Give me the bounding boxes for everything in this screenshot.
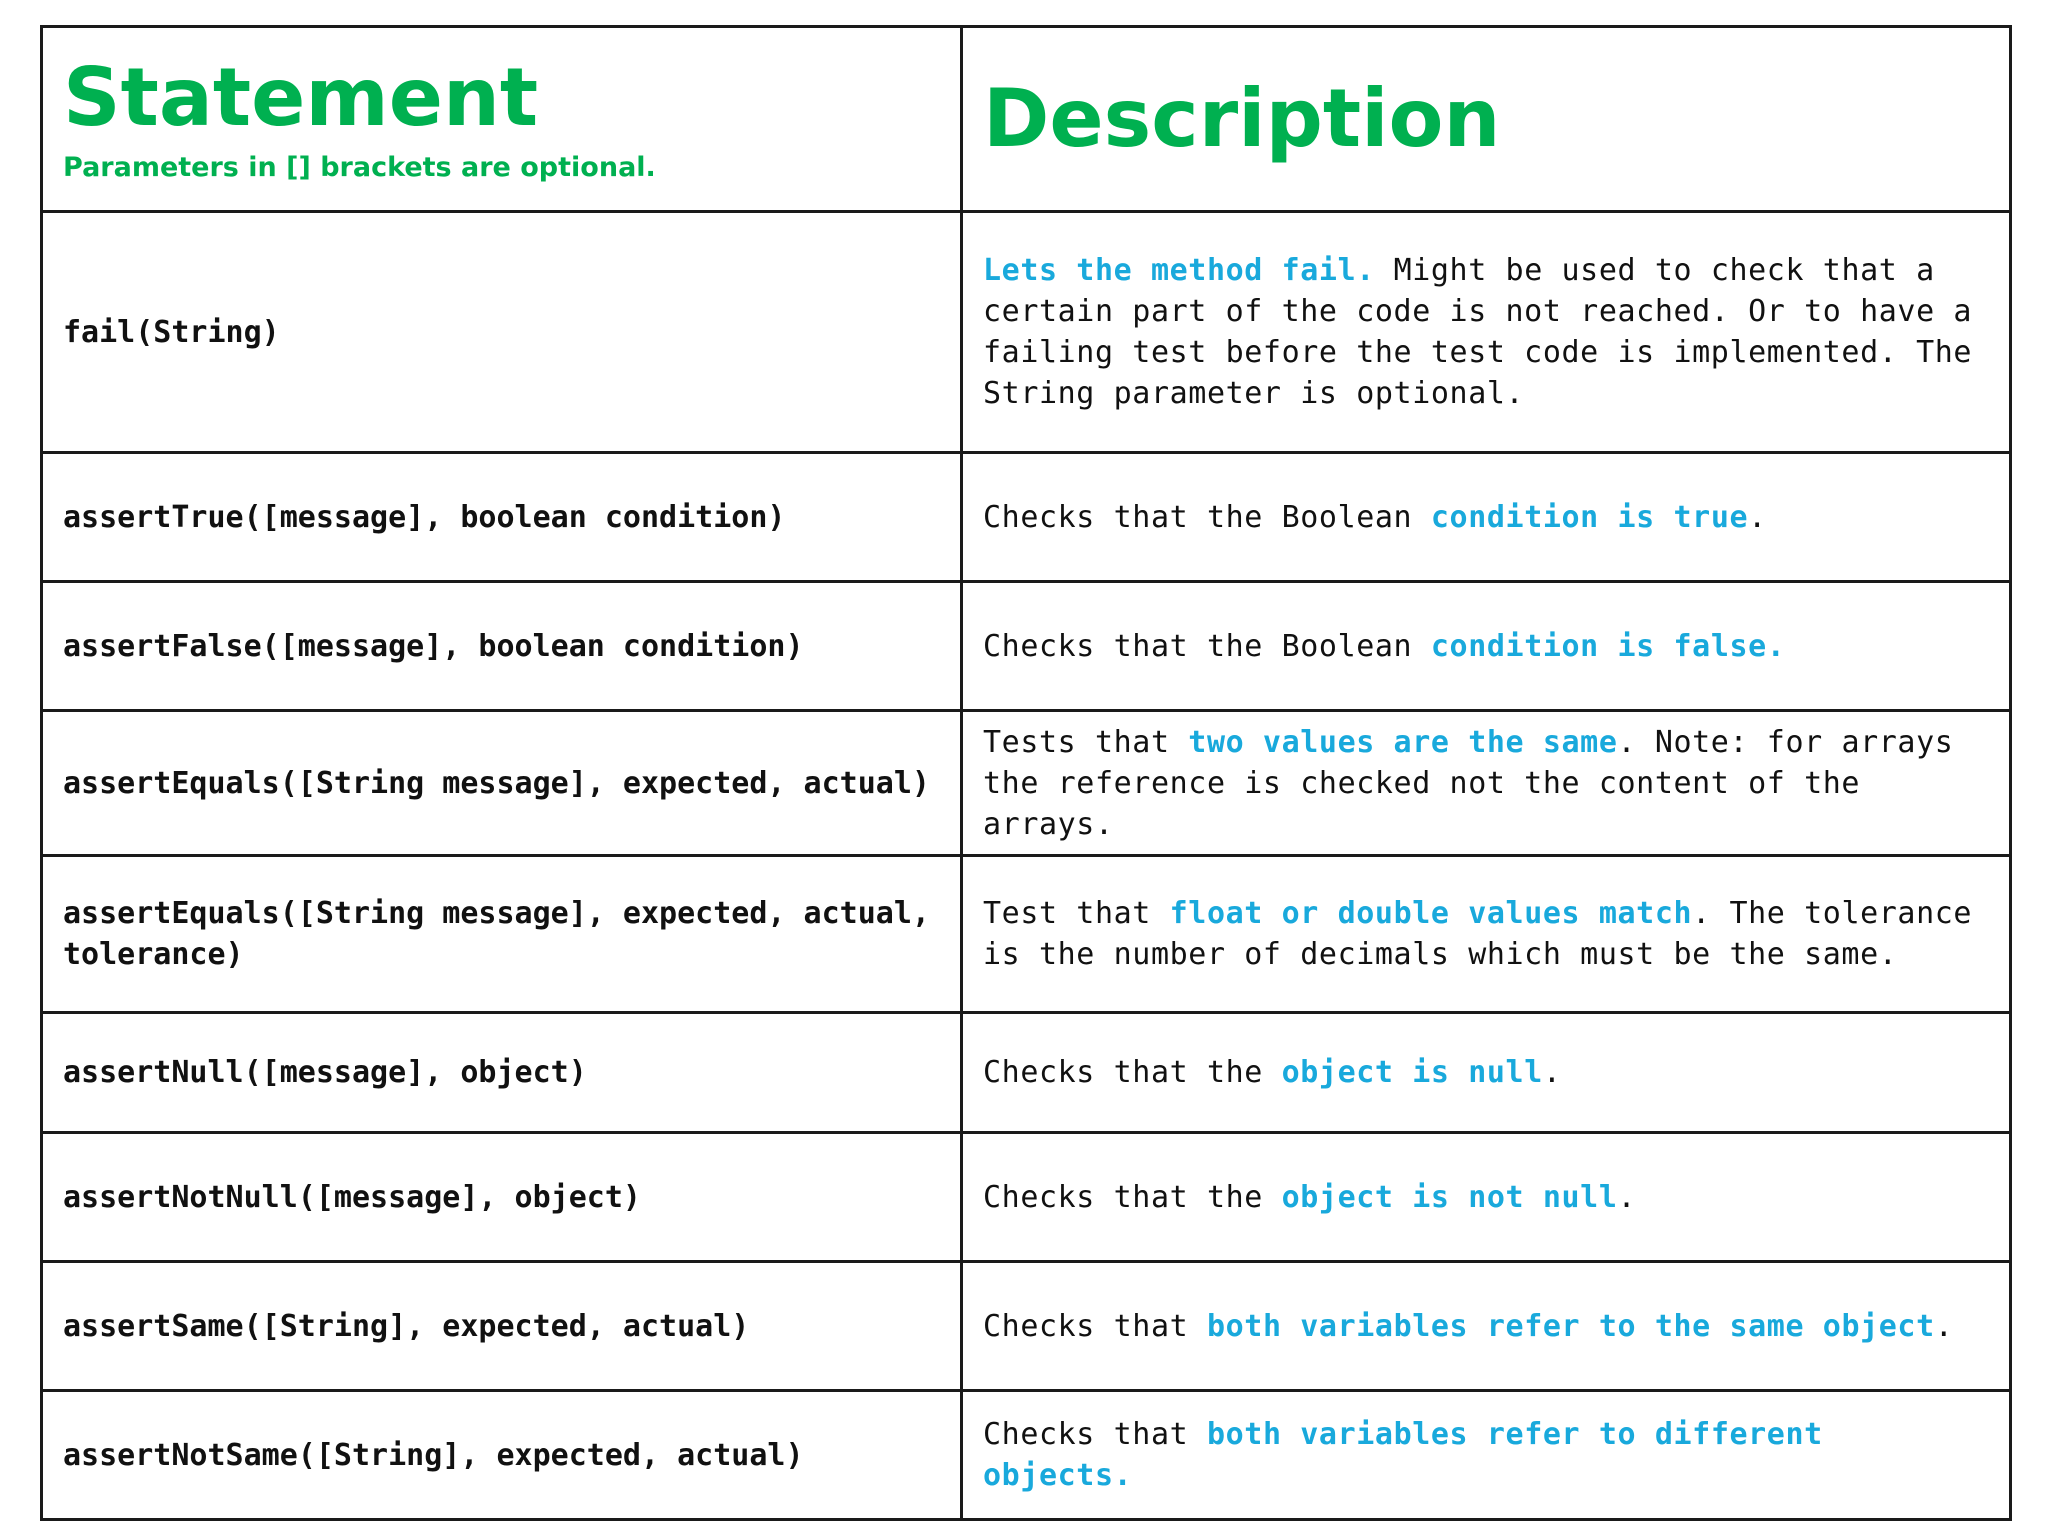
description-cell xyxy=(962,582,2011,711)
assert-reference-document xyxy=(40,25,2009,1521)
description-phrase: . The tolerance is the number of decimals which must be the same. xyxy=(983,896,1973,972)
statement-cell xyxy=(42,1391,962,1520)
highlighted-phrase: Lets the method fail. xyxy=(983,253,1375,288)
highlighted-phrase: object is null xyxy=(1281,1055,1543,1090)
description-cell xyxy=(962,711,2011,856)
description-phrase: Checks that the Boolean xyxy=(983,499,1431,535)
optional-parameters-note: Parameters in [] brackets are optional. xyxy=(63,151,656,183)
description-phrase: Might be used to check that a certain part of the code is not reached. Or to have a failing test before the test code is implemented. The String parameter is optional. xyxy=(983,253,1973,411)
description-phrase: . xyxy=(1748,499,1767,535)
statement-signature: assertNotNull([message], object) xyxy=(63,1179,641,1215)
description-cell xyxy=(962,1133,2011,1262)
description-text xyxy=(983,1052,1989,1093)
statement-cell xyxy=(42,212,962,453)
description-text xyxy=(983,250,1989,414)
description-text xyxy=(983,1306,1989,1347)
description-phrase: . xyxy=(1934,1308,1954,1344)
description-phrase: . xyxy=(1542,1055,1562,1090)
statement-signature: assertEquals([String message], expected, actual) xyxy=(63,765,930,801)
statement-column-title: Statement xyxy=(63,50,539,144)
statement-cell xyxy=(42,582,962,711)
highlighted-phrase: two values are the same xyxy=(1188,724,1618,760)
highlighted-phrase: both variables refer to the same object xyxy=(1206,1308,1935,1344)
description-cell xyxy=(962,453,2011,582)
highlighted-phrase: both variables refer to different objects. xyxy=(983,1417,1823,1493)
description-cell xyxy=(962,212,2011,453)
description-text xyxy=(983,893,1989,975)
highlighted-phrase: condition is false. xyxy=(1430,628,1786,664)
description-cell xyxy=(962,856,2011,1013)
highlighted-phrase: float or double values match xyxy=(1169,896,1693,931)
statement-signature: assertTrue([message], boolean condition) xyxy=(63,499,786,535)
highlighted-phrase: condition is true xyxy=(1430,499,1749,535)
description-phrase: Checks that xyxy=(983,1308,1207,1344)
statement-signature: assertEquals([String message], expected, actual, tolerance) xyxy=(63,896,930,972)
description-phrase: Checks that the Boolean xyxy=(983,628,1431,664)
assert-statements-table xyxy=(40,25,2012,1521)
table-row xyxy=(42,856,2011,1013)
highlighted-phrase: object is not null xyxy=(1281,1179,1618,1215)
description-column-title: Description xyxy=(983,72,1501,165)
table-row xyxy=(42,582,2011,711)
description-text xyxy=(983,497,1989,538)
description-phrase: Tests that xyxy=(983,724,1189,760)
description-text xyxy=(983,626,1989,667)
statement-cell xyxy=(42,1133,962,1262)
description-phrase: Checks that the xyxy=(983,1179,1282,1215)
description-phrase: Test that xyxy=(983,896,1170,931)
description-header-cell xyxy=(962,27,2011,212)
description-phrase: . xyxy=(1617,1179,1637,1215)
statement-cell xyxy=(42,453,962,582)
table-row xyxy=(42,1013,2011,1133)
statement-signature: assertFalse([message], boolean condition) xyxy=(63,628,804,664)
statement-cell xyxy=(42,1013,962,1133)
statement-signature: fail(String) xyxy=(63,314,280,350)
statement-signature: assertNull([message], object) xyxy=(63,1055,587,1090)
description-cell xyxy=(962,1391,2011,1520)
statement-signature: assertSame([String], expected, actual) xyxy=(63,1308,750,1344)
statement-cell xyxy=(42,711,962,856)
statement-cell xyxy=(42,1262,962,1391)
table-row xyxy=(42,1391,2011,1520)
statement-header-cell xyxy=(42,27,962,212)
table-row xyxy=(42,212,2011,453)
description-phrase: Checks that xyxy=(983,1417,1207,1452)
description-text xyxy=(983,1414,1989,1496)
description-text xyxy=(983,722,1989,845)
table-row xyxy=(42,453,2011,582)
description-cell xyxy=(962,1013,2011,1133)
description-cell xyxy=(962,1262,2011,1391)
description-text xyxy=(983,1177,1989,1218)
statement-signature: assertNotSame([String], expected, actual) xyxy=(63,1437,804,1473)
description-phrase: Checks that the xyxy=(983,1055,1282,1090)
table-body xyxy=(42,212,2011,1520)
table-row xyxy=(42,711,2011,856)
table-header-row xyxy=(42,27,2011,212)
description-phrase: . Note: for arrays the reference is checked not the content of the arrays. xyxy=(983,724,1954,842)
table-row xyxy=(42,1133,2011,1262)
table-row xyxy=(42,1262,2011,1391)
statement-cell xyxy=(42,856,962,1013)
